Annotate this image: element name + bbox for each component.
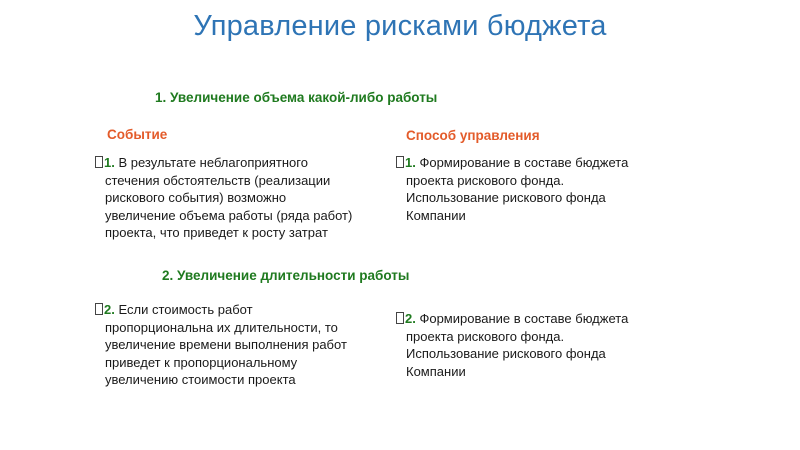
section-1-method-text [396,154,696,224]
event-line: стечения обстоятельств (реализации [105,172,331,188]
method-line: Формирование в составе бюджета [415,311,629,326]
missing-glyph-icon [95,303,103,315]
method-column-label: Способ управления [406,128,540,143]
method-line: Компании [406,207,466,223]
missing-glyph-icon [95,156,103,168]
section-2-event-text [95,301,395,389]
section-2-heading: 2. Увеличение длительности работы [162,268,410,283]
section-1-event-number: 1. [104,155,115,170]
section-1-event-text [95,154,395,242]
event-line: увеличение времени выполнения работ [105,337,347,352]
event-line: приведет к пропорциональному [105,354,298,370]
event-line: увеличение объема работы (ряда работ) [105,207,353,223]
event-line: проекта, что приведет к росту затрат [105,225,328,240]
method-line: Использование рискового фонда [406,346,606,361]
event-line: пропорциональна их длительности, то [105,319,338,335]
event-line: Если стоимость работ [114,302,253,317]
event-line: рискового события) возможно [105,190,287,205]
section-1-method-number: 1. [405,155,416,170]
slide-title: Управление рисками бюджета [193,10,607,42]
section-2-method-number: 2. [405,311,416,326]
section-1-heading: 1. Увеличение объема какой-либо работы [155,90,438,105]
event-line: В результате неблагоприятного [114,155,308,170]
event-column-label: Событие [107,127,168,142]
event-line: увеличению стоимости проекта [105,372,296,387]
method-line: проекта рискового фонда. [406,328,565,344]
section-2-method-text [396,310,696,380]
method-line: проекта рискового фонда. [406,172,565,188]
missing-glyph-icon [396,312,404,324]
method-line: Формирование в составе бюджета [415,155,629,170]
section-2-event-number: 2. [104,302,115,317]
method-line: Компании [406,363,466,379]
missing-glyph-icon [396,156,404,168]
method-line: Использование рискового фонда [406,190,606,205]
